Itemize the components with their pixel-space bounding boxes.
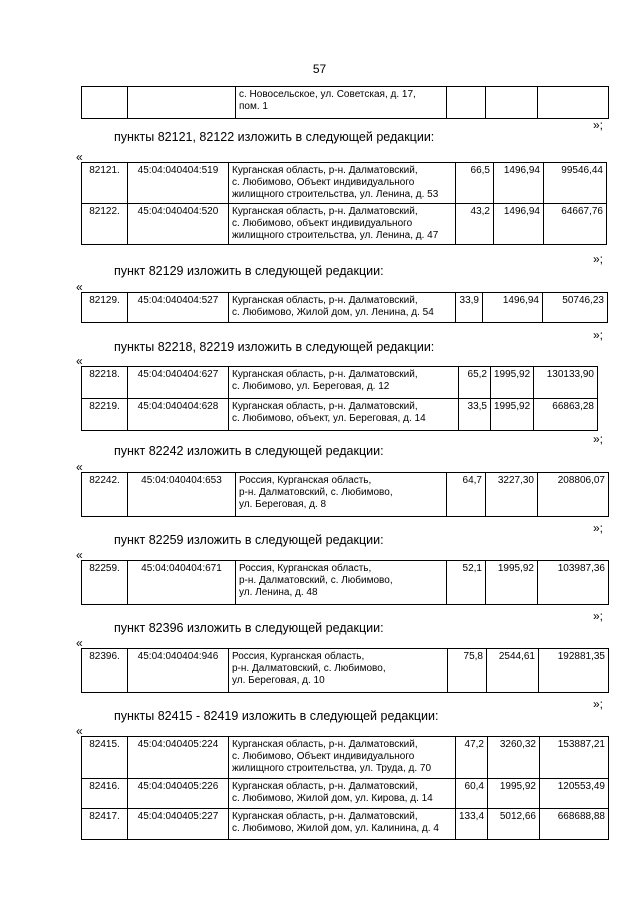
section-intro: пункт 82396 изложить в следующей редакции: (114, 621, 384, 635)
section-intro: пункты 82218, 82219 изложить в следующей редакции: (114, 340, 435, 354)
address-line: р-н. Далматовский, с. Любимово, (239, 575, 393, 586)
total-value: 130133,90 (534, 367, 598, 399)
rate-value: 5012,66 (488, 809, 540, 840)
rate-value: 1496,94 (494, 204, 544, 245)
property-table (81, 736, 609, 840)
opening-quote: « (76, 548, 83, 562)
address-cell (229, 293, 456, 323)
closing-quote: »; (593, 432, 604, 446)
address-cell (229, 367, 459, 399)
total-value: 50746,23 (543, 293, 608, 323)
closing-quote: »; (593, 609, 604, 623)
cadastral-number: 45:04:040404:671 (128, 561, 236, 605)
address-line: с. Любимово, Жилой дом, ул. Калинина, д. 4 (232, 823, 439, 834)
cadastral-number: 45:04:040404:946 (128, 649, 229, 693)
address-line: с. Любимово, Жилой дом, ул. Кирова, д. 14 (232, 793, 433, 804)
section-intro: пункты 82121, 82122 изложить в следующей редакции: (114, 130, 435, 144)
cadastral-number: 45:04:040405:224 (128, 737, 229, 779)
closing-quote: »; (593, 118, 604, 132)
item-number: 82129. (82, 293, 128, 323)
address-line: жилищного строительства, ул. Ленина, д. 53 (232, 189, 439, 200)
rate-value: 1995,92 (491, 367, 534, 399)
property-table (81, 162, 607, 245)
address-cell (229, 737, 456, 779)
total-value: 153887,21 (540, 737, 609, 779)
table-row (82, 649, 609, 693)
page-number: 57 (312, 62, 327, 76)
opening-quote: « (76, 460, 83, 474)
rate-value: 3227,30 (486, 473, 538, 517)
address-line: жилищного строительства, ул. Труда, д. 70 (232, 763, 432, 774)
address-line: Курганская область, р-н. Далматовский, (232, 739, 418, 750)
opening-quote: « (76, 150, 83, 164)
address-line: Курганская область, р-н. Далматовский, (232, 811, 418, 822)
property-table (81, 292, 608, 323)
item-number: 82415. (82, 737, 128, 779)
rate-value: 1496,94 (494, 163, 544, 204)
cadastral-number: 45:04:040404:627 (128, 367, 229, 399)
item-number: 82259. (82, 561, 128, 605)
table-row (82, 809, 609, 840)
address-line: Курганская область, р-н. Далматовский, (232, 295, 418, 306)
table-row (82, 737, 609, 779)
address-cell (236, 473, 447, 517)
total-value: 99546,44 (544, 163, 607, 204)
property-table (81, 366, 598, 431)
total-value: 66863,28 (534, 399, 598, 431)
item-number: 82121. (82, 163, 128, 204)
item-number: 82242. (82, 473, 128, 517)
table-row (82, 399, 598, 431)
opening-quote: « (76, 280, 83, 294)
area-value: 33,9 (456, 293, 483, 323)
total-value: 192881,35 (539, 649, 609, 693)
area-value: 33,5 (459, 399, 491, 431)
address-line: с. Любимово, ул. Береговая, д. 12 (232, 381, 390, 392)
area-value: 133,4 (456, 809, 488, 840)
item-number: 82122. (82, 204, 128, 245)
continuation-table (81, 86, 609, 119)
total-value: 120553,49 (540, 779, 609, 809)
cadastral-number: 45:04:040405:226 (128, 779, 229, 809)
property-table (81, 472, 609, 517)
table-row (82, 163, 607, 204)
total-value: 208806,07 (538, 473, 609, 517)
table-row (82, 473, 609, 517)
address-line: с. Любимово, Объект индивидуального (232, 177, 415, 188)
opening-quote: « (76, 636, 83, 650)
cadastral-number: 45:04:040404:520 (128, 204, 229, 245)
area-value: 47,2 (456, 737, 488, 779)
address-line: р-н. Далматовский, с. Любимово, (239, 487, 393, 498)
item-number: 82416. (82, 779, 128, 809)
area-value: 66,5 (456, 163, 494, 204)
cadastral-number: 45:04:040404:519 (128, 163, 229, 204)
cadastral-number: 45:04:040405:227 (128, 809, 229, 840)
total-value: 668688,88 (540, 809, 609, 840)
item-number: 82219. (82, 399, 128, 431)
address-line: Курганская область, р-н. Далматовский, (232, 401, 418, 412)
rate-value: 1995,92 (486, 561, 538, 605)
total-value: 103987,36 (538, 561, 609, 605)
closing-quote: »; (593, 521, 604, 535)
address-cell (236, 561, 447, 605)
property-table (81, 648, 609, 693)
address-line: Россия, Курганская область, (239, 563, 372, 574)
address-line: с. Любимово, Жилой дом, ул. Ленина, д. 54 (232, 307, 434, 318)
area-value: 64,7 (447, 473, 486, 517)
address-cell (229, 399, 459, 431)
section-intro: пункт 82129 изложить в следующей редакции: (114, 264, 384, 278)
address-cell (229, 809, 456, 840)
table-row (82, 204, 607, 245)
table-row (82, 87, 609, 119)
total-value: 64667,76 (544, 204, 607, 245)
rate-value: 2544,61 (487, 649, 539, 693)
section-intro: пункт 82259 изложить в следующей редакции: (114, 533, 384, 547)
area-value: 65,2 (459, 367, 491, 399)
closing-quote: »; (593, 328, 604, 342)
address-line: Россия, Курганская область, (239, 475, 372, 486)
address-line: ул. Ленина, д. 48 (239, 587, 318, 598)
area-value: 60,4 (456, 779, 488, 809)
section-intro: пункт 82242 изложить в следующей редакции: (114, 444, 384, 458)
address-line: Курганская область, р-н. Далматовский, (232, 781, 418, 792)
address-line: р-н. Далматовский, с. Любимово, (232, 663, 386, 674)
address-line: с. Любимово, объект индивидуального (232, 218, 413, 229)
table-row (82, 779, 609, 809)
area-value: 52,1 (447, 561, 486, 605)
table-row (82, 561, 609, 605)
section-intro: пункты 82415 - 82419 изложить в следующей редакции: (114, 709, 439, 723)
area-value: 43,2 (456, 204, 494, 245)
address-line: ул. Береговая, д. 8 (239, 499, 327, 510)
table-row (82, 367, 598, 399)
address-cell (229, 649, 448, 693)
address-line: ул. Береговая, д. 10 (232, 675, 325, 686)
rate-value: 1995,92 (488, 779, 540, 809)
closing-quote: »; (593, 697, 604, 711)
address-line: жилищного строительства, ул. Ленина, д. 47 (232, 230, 439, 241)
address-line: Курганская область, р-н. Далматовский, (232, 165, 418, 176)
table-row (82, 293, 608, 323)
address-cell (229, 204, 456, 245)
cadastral-number: 45:04:040404:653 (128, 473, 236, 517)
rate-value: 1496,94 (483, 293, 543, 323)
property-table (81, 560, 609, 605)
address-line: с. Любимово, объект, ул. Береговая, д. 14 (232, 413, 426, 424)
address-cell (229, 163, 456, 204)
item-number: 82417. (82, 809, 128, 840)
address-line: Курганская область, р-н. Далматовский, (232, 206, 418, 217)
opening-quote: « (76, 354, 83, 368)
rate-value: 1995,92 (491, 399, 534, 431)
opening-quote: « (76, 724, 83, 738)
item-number: 82396. (82, 649, 128, 693)
item-number: 82218. (82, 367, 128, 399)
address-line: с. Любимово, Объект индивидуального (232, 751, 415, 762)
area-value: 75,8 (448, 649, 487, 693)
rate-value: 3260,32 (488, 737, 540, 779)
address-line: Россия, Курганская область, (232, 651, 365, 662)
address-cell: с. Новосельское, ул. Советская, д. 17, пом. 1 (236, 87, 447, 119)
address-line: Курганская область, р-н. Далматовский, (232, 369, 418, 380)
cadastral-number: 45:04:040404:527 (128, 293, 229, 323)
closing-quote: »; (593, 252, 604, 266)
address-cell (229, 779, 456, 809)
cadastral-number: 45:04:040404:628 (128, 399, 229, 431)
